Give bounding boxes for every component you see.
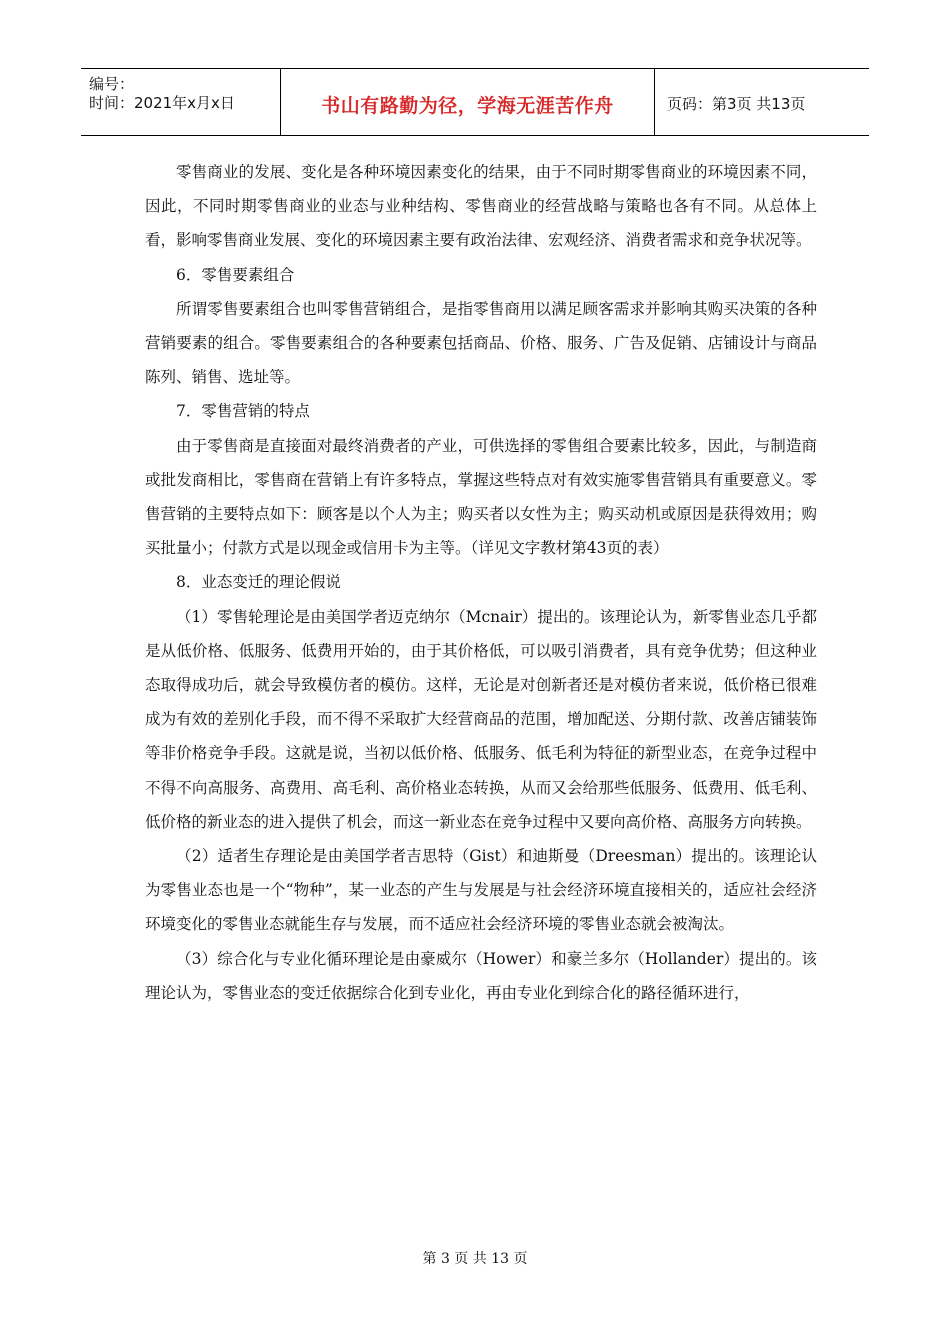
header-motto-cell — [281, 69, 655, 135]
paragraph-survival-theory: （2）适者生存理论是由美国学者吉思特（Gist）和迪斯曼（Dreesman）提出的。该理论认为零售业态也是一个“物种”，某一业态的产生与发展是与社会经济环境直接相关的，适应社会经济环境变化的零售业态就能生存与发展，而不适应社会经济环境的零售业态就会被淘汰。 — [145, 847, 817, 934]
section-heading-7: 7．零售营销的特点 — [176, 402, 310, 421]
paragraph-retail-mix: 所谓零售要素组合也叫零售营销组合，是指零售商用以满足顾客需求并影响其购买决策的各种营销要素的组合。零售要素组合的各种要素包括商品、价格、服务、广告及促销、店铺设计与商品陈列、销售、选址等。 — [145, 299, 817, 387]
paragraph-cycle-theory: （3）综合化与专业化循环理论是由豪威尔（Hower）和豪兰多尔（Hollander）提出的。该理论认为，零售业态的变迁依据综合化到专业化，再由专业化到综合化的路径循环进行， — [145, 949, 817, 1002]
header-motto: 书山有路勤为径，学海无涯苦作舟 — [321, 95, 614, 117]
paragraph-wheel-theory: （1）零售轮理论是由美国学者迈克纳尔（Mcnair）提出的。该理论认为，新零售业态几乎都是从低价格、低服务、低费用开始的，由于其价格低，可以吸引消费者，具有竞争优势；但这种业态取得成功后，就会导致模仿者的模仿。这样，无论是对创新者还是对模仿者来说，低价格已很难成为有效的差别化手段，而不得不采取扩大经营商品的范围，增加配送、分期付款、改善店铺装饰等非价格竞争手段。这就是说，当初以低价格、低服务、低毛利为特征的新型业态，在竞争过程中不得不向高服务、高费用、高毛利、高价格业态转换，从而又会给那些低服务、低费用、低毛利、低价格的新业态的进入提供了机会，而这一新业态在竞争过程中又要向高价格、高服务方向转换。 — [145, 607, 817, 831]
paragraph-environment: 零售商业的发展、变化是各种环境因素变化的结果，由于不同时期零售商业的环境因素不同，因此，不同时期零售商业的业态与业种结构、零售商业的经营战略与策略也各有不同。从总体上看，影响零售商业发展、变化的环境因素主要有政治法律、宏观经济、消费者需求和竞争状况等。 — [145, 163, 817, 250]
document-number-label: 编号： — [89, 75, 135, 93]
header-page-code: 页码：第3页 共13页 — [667, 95, 806, 113]
header-meta-cell — [81, 69, 281, 135]
document-header — [81, 68, 869, 136]
header-page-cell — [655, 69, 869, 135]
section-heading-8: 8．业态变迁的理论假说 — [176, 573, 341, 592]
paragraph-retail-marketing: 由于零售商是直接面对最终消费者的产业，可供选择的零售组合要素比较多，因此，与制造商或批发商相比，零售商在营销上有许多特点，掌握这些特点对有效实施零售营销具有重要意义。零售营销的主要特点如下：顾客是以个人为主；购买者以女性为主；购买动机或原因是获得效用；购买批量小；付款方式是以现金或信用卡为主等。（详见文字教材第43页的表） — [145, 436, 817, 558]
document-date: 时间：2021年x月x日 — [89, 94, 235, 112]
document-body — [145, 155, 817, 1010]
section-heading-6: 6．零售要素组合 — [176, 265, 295, 284]
page-footer: 第 3 页 共 13 页 — [422, 1251, 528, 1267]
